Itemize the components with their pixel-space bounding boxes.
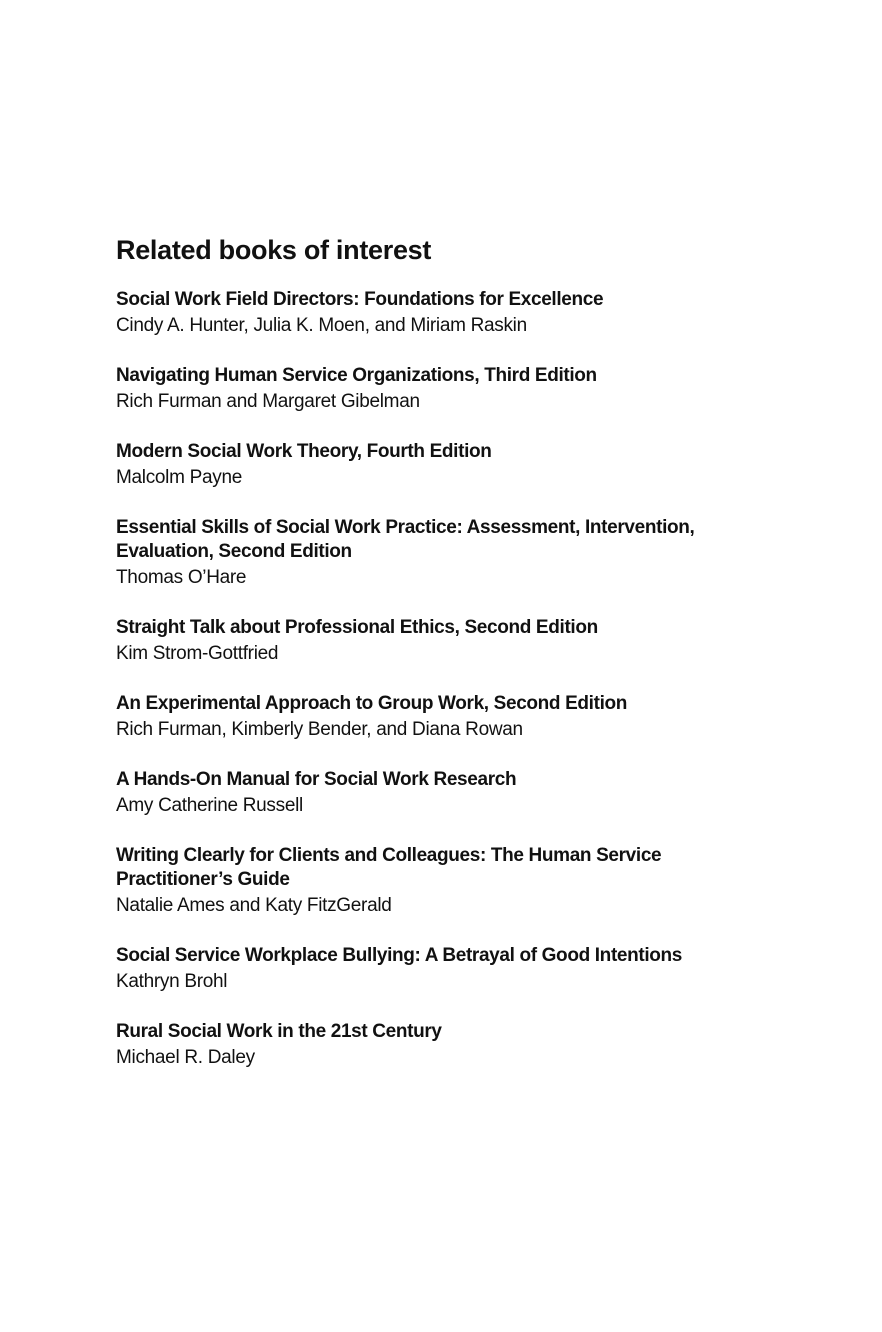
- book-entry-9: [116, 944, 776, 996]
- book-list: [116, 288, 776, 1072]
- book-author: Michael R. Daley: [116, 1047, 255, 1068]
- book-author: Malcolm Payne: [116, 467, 242, 488]
- book-title: Writing Clearly for Clients and Colleagues: The Human Service Practitioner’s Guide: [116, 845, 662, 890]
- book-entry-1: [116, 288, 776, 340]
- book-entry-7: [116, 768, 776, 820]
- book-title: Social Work Field Directors: Foundations for Excellence: [116, 289, 604, 310]
- book-title: Rural Social Work in the 21st Century: [116, 1021, 442, 1042]
- book-author: Rich Furman and Margaret Gibelman: [116, 391, 420, 412]
- book-author: Kathryn Brohl: [116, 971, 228, 992]
- book-title: Essential Skills of Social Work Practice: Assessment, Intervention, Evaluation, Second Edition: [116, 517, 695, 562]
- page-heading: Related books of interest: [116, 235, 432, 265]
- book-title: A Hands-On Manual for Social Work Research: [116, 769, 517, 790]
- book-title: Navigating Human Service Organizations, Third Edition: [116, 365, 597, 386]
- book-author: Amy Catherine Russell: [116, 795, 303, 816]
- book-title: Social Service Workplace Bullying: A Betrayal of Good Intentions: [116, 945, 683, 966]
- book-entry-8: [116, 844, 776, 920]
- book-entry-5: [116, 616, 776, 668]
- book-title: Modern Social Work Theory, Fourth Edition: [116, 441, 492, 462]
- book-title: An Experimental Approach to Group Work, Second Edition: [116, 693, 628, 714]
- book-author: Kim Strom-Gottfried: [116, 643, 279, 664]
- book-entry-2: [116, 364, 776, 416]
- book-entry-3: [116, 440, 776, 492]
- book-entry-10: [116, 1020, 776, 1072]
- book-author: Cindy A. Hunter, Julia K. Moen, and Miriam Raskin: [116, 315, 527, 336]
- book-title: Straight Talk about Professional Ethics, Second Edition: [116, 617, 598, 638]
- book-author: Thomas O’Hare: [116, 567, 247, 588]
- book-author: Natalie Ames and Katy FitzGerald: [116, 895, 392, 916]
- book-entry-4: [116, 516, 776, 592]
- related-books-page: [116, 232, 776, 1096]
- book-author: Rich Furman, Kimberly Bender, and Diana Rowan: [116, 719, 523, 740]
- book-entry-6: [116, 692, 776, 744]
